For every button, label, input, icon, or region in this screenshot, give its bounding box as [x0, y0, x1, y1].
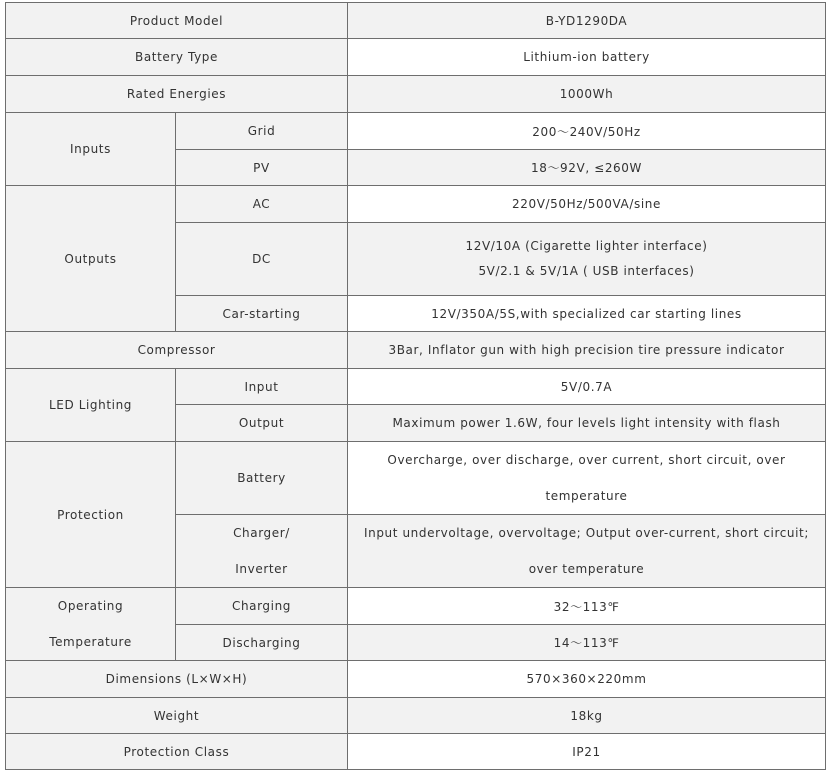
row-led-input	[6, 369, 826, 405]
protection-battery-value-line1: Overcharge, over discharge, over current, short circuit, over	[387, 453, 786, 467]
car-starting-value: 12V/350A/5S,with specialized car starting lines	[348, 296, 826, 332]
rated-energies-value: 1000Wh	[348, 76, 826, 113]
charger-inverter-label-line2: Inverter	[235, 562, 288, 576]
led-input-label: Input	[176, 369, 348, 405]
compressor-value: 3Bar, Inflator gun with high precision tire pressure indicator	[348, 332, 826, 369]
grid-value: 200～240V/50Hz	[348, 113, 826, 150]
discharging-value: 14～113℉	[348, 625, 826, 661]
row-temp-charging	[6, 588, 826, 625]
row-protection-class	[6, 734, 826, 770]
operating-temperature-label	[6, 588, 176, 661]
discharging-label: Discharging	[176, 625, 348, 661]
grid-label: Grid	[176, 113, 348, 150]
row-product-model	[6, 3, 826, 39]
charger-inverter-value-line1: Input undervoltage, overvoltage; Output over-current, short circuit;	[363, 526, 810, 540]
led-output-label: Output	[176, 405, 348, 442]
charger-inverter-value-line2: over temperature	[528, 562, 645, 576]
outputs-label: Outputs	[6, 186, 176, 332]
product-model-label: Product Model	[6, 3, 348, 39]
dc-value	[348, 223, 826, 296]
car-starting-label: Car-starting	[176, 296, 348, 332]
led-output-value: Maximum power 1.6W, four levels light intensity with flash	[348, 405, 826, 442]
row-battery-type	[6, 39, 826, 76]
led-lighting-label: LED Lighting	[6, 369, 176, 442]
charger-inverter-label-line1: Charger/	[233, 526, 290, 540]
protection-battery-value-line2: temperature	[545, 489, 628, 503]
protection-class-value: IP21	[348, 734, 826, 770]
row-dimensions	[6, 661, 826, 698]
product-model-value: B-YD1290DA	[348, 3, 826, 39]
dimensions-label: Dimensions (L×W×H)	[6, 661, 348, 698]
charger-inverter-label	[176, 515, 348, 588]
row-compressor	[6, 332, 826, 369]
pv-label: PV	[176, 150, 348, 186]
row-rated-energies	[6, 76, 826, 113]
pv-value: 18～92V, ≤260W	[348, 150, 826, 186]
rated-energies-label: Rated Energies	[6, 76, 348, 113]
charging-label: Charging	[176, 588, 348, 625]
dc-value-line2: 5V/2.1 & 5V/1A ( USB interfaces)	[478, 264, 695, 278]
protection-label: Protection	[6, 442, 176, 588]
row-protection-battery	[6, 442, 826, 515]
weight-value: 18kg	[348, 698, 826, 734]
operating-temperature-label-line1: Operating	[57, 599, 124, 613]
row-outputs-ac	[6, 186, 826, 223]
protection-battery-value	[348, 442, 826, 515]
dimensions-value: 570×360×220mm	[348, 661, 826, 698]
weight-label: Weight	[6, 698, 348, 734]
protection-battery-label: Battery	[176, 442, 348, 515]
charger-inverter-value	[348, 515, 826, 588]
battery-type-value: Lithium-ion battery	[348, 39, 826, 76]
ac-value: 220V/50Hz/500VA/sine	[348, 186, 826, 223]
protection-class-label: Protection Class	[6, 734, 348, 770]
row-weight	[6, 698, 826, 734]
dc-label: DC	[176, 223, 348, 296]
led-input-value: 5V/0.7A	[348, 369, 826, 405]
battery-type-label: Battery Type	[6, 39, 348, 76]
inputs-label: Inputs	[6, 113, 176, 186]
operating-temperature-label-line2: Temperature	[49, 635, 132, 649]
charging-value: 32～113℉	[348, 588, 826, 625]
ac-label: AC	[176, 186, 348, 223]
compressor-label: Compressor	[6, 332, 348, 369]
spec-table	[5, 2, 826, 770]
row-inputs-grid	[6, 113, 826, 150]
dc-value-line1: 12V/10A (Cigarette lighter interface)	[465, 239, 708, 253]
